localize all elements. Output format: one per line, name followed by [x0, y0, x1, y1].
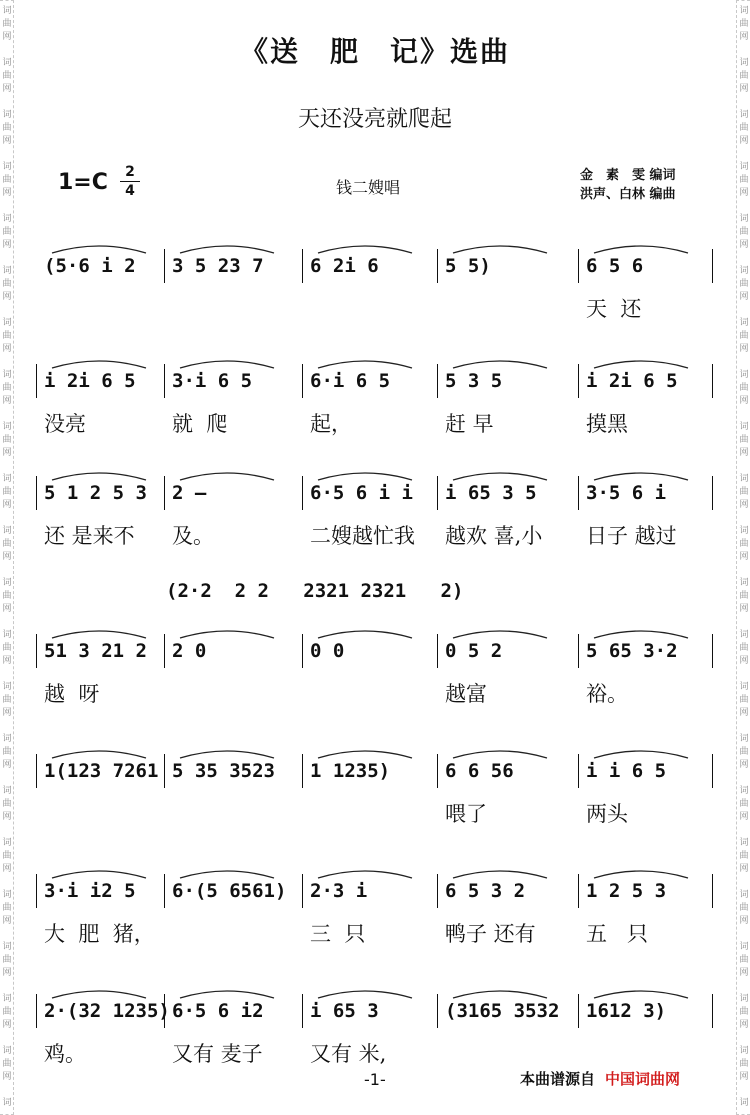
watermark-char: 曲 [2, 175, 12, 185]
key-signature: 1=C [58, 170, 108, 195]
measure-notes: i i 6 5 [586, 760, 667, 782]
watermark-char: 网 [739, 344, 749, 354]
lyric-text: 及。 [172, 524, 214, 548]
watermark-char: 词 [2, 630, 12, 640]
watermark-char: 网 [2, 760, 12, 770]
watermark-char: 词 [739, 890, 749, 900]
interlude-notation: (2·2 2 2 2321 2321 2) [166, 580, 464, 602]
slur-curve [453, 751, 547, 758]
watermark-char: 词 [2, 682, 12, 692]
watermark-char: 曲 [739, 695, 749, 705]
slur-marks [0, 468, 750, 508]
watermark-char: 网 [2, 916, 12, 926]
measure-notes: 5 65 3·2 [586, 640, 678, 662]
watermark-char: 曲 [2, 331, 12, 341]
watermark-char: 曲 [2, 695, 12, 705]
slur-curve [52, 991, 146, 998]
lyric-text: 赶 早 [445, 412, 494, 436]
watermark-char: 网 [2, 84, 12, 94]
watermark-char: 网 [2, 864, 12, 874]
staff-line [0, 255, 750, 321]
watermark-char: 曲 [739, 1007, 749, 1017]
slur-curve [52, 631, 146, 638]
lyric-text: 鸭子 还有 [445, 922, 536, 946]
time-signature-top: 2 [125, 164, 135, 180]
lyric-text: 二嫂越忙我 [310, 524, 415, 548]
watermark-char: 曲 [739, 227, 749, 237]
watermark-char: 词 [739, 526, 749, 536]
measure-notes: 3·5 6 i [586, 482, 667, 504]
page-number: -1- [364, 1070, 386, 1089]
slur-marks [0, 626, 750, 666]
watermark-char: 曲 [2, 1059, 12, 1069]
watermark-char: 词 [2, 786, 12, 796]
slur-curve [594, 361, 688, 368]
staff-line [0, 1000, 750, 1066]
watermark-char: 网 [2, 708, 12, 718]
watermark-char: 词 [2, 890, 12, 900]
slur-curve [52, 246, 146, 253]
watermark-char: 词 [2, 838, 12, 848]
watermark-char: 词 [2, 942, 12, 952]
time-signature [120, 164, 140, 199]
measure-notes: i 2i 6 5 [586, 370, 678, 392]
lyric-text: 喂了 [445, 802, 487, 826]
staff-line [0, 880, 750, 946]
slur-curve [52, 473, 146, 480]
watermark-char: 曲 [739, 175, 749, 185]
watermark-char: 网 [739, 32, 749, 42]
measure-notes: 3·i 6 5 [172, 370, 253, 392]
measure-notes: 3 5 23 7 [172, 255, 264, 277]
lyric-text: 日子 越过 [586, 524, 677, 548]
measure-notes: 5 1 2 5 3 [44, 482, 147, 504]
slur-curve [180, 871, 274, 878]
watermark-char: 曲 [2, 591, 12, 601]
watermark-char: 词 [2, 214, 12, 224]
lyric-text: 两头 [586, 802, 628, 826]
watermark-char: 网 [2, 968, 12, 978]
lyric-text: 裕。 [586, 682, 628, 706]
slur-curve [594, 751, 688, 758]
watermark-char: 曲 [739, 123, 749, 133]
watermark-char: 词 [2, 994, 12, 1004]
watermark-char: 网 [2, 136, 12, 146]
slur-curve [318, 246, 412, 253]
slur-curve [180, 246, 274, 253]
watermark-char: 词 [2, 370, 12, 380]
watermark-char: 网 [739, 812, 749, 822]
slur-curve [594, 871, 688, 878]
slur-curve [180, 473, 274, 480]
watermark-char: 网 [2, 240, 12, 250]
measure-notes: 1 2 5 3 [586, 880, 667, 902]
slur-curve [318, 991, 412, 998]
measure-notes: 5 35 3523 [172, 760, 275, 782]
watermark-char: 曲 [739, 903, 749, 913]
watermark-char: 词 [739, 318, 749, 328]
watermark-char: 词 [739, 578, 749, 588]
slur-curve [52, 751, 146, 758]
watermark-char: 网 [739, 656, 749, 666]
lyric-text: 没亮 [44, 412, 86, 436]
source-text: 本曲谱源自 [520, 1070, 596, 1088]
song-title: 天还没亮就爬起 [297, 107, 452, 132]
watermark-char: 网 [2, 448, 12, 458]
slur-curve [594, 991, 688, 998]
staff-line [0, 370, 750, 436]
measure-notes: i 2i 6 5 [44, 370, 136, 392]
watermark-char: 词 [2, 1046, 12, 1056]
slur-marks [0, 986, 750, 1026]
watermark-char: 词 [2, 110, 12, 120]
watermark-char: 曲 [739, 383, 749, 393]
watermark-char: 网 [2, 344, 12, 354]
watermark-char: 曲 [2, 643, 12, 653]
measure-notes: 1 1235) [310, 760, 391, 782]
watermark-char: 网 [739, 760, 749, 770]
slur-curve [318, 871, 412, 878]
watermark-char: 曲 [2, 227, 12, 237]
watermark-char: 词 [739, 266, 749, 276]
watermark-char: 网 [739, 864, 749, 874]
measure-notes: 0 0 [310, 640, 345, 662]
slur-curve [594, 631, 688, 638]
measure-notes: 6 5 6 [586, 255, 644, 277]
watermark-char: 词 [2, 526, 12, 536]
measure-notes: (5·6 i 2 [44, 255, 136, 277]
watermark-char: 曲 [2, 851, 12, 861]
staff-line [0, 482, 750, 548]
watermark-char: 词 [2, 578, 12, 588]
watermark-char: 曲 [2, 799, 12, 809]
watermark-char: 词 [2, 734, 12, 744]
slur-curve [453, 473, 547, 480]
slur-curve [453, 361, 547, 368]
watermark-char: 词 [739, 1098, 749, 1108]
watermark-char: 网 [2, 396, 12, 406]
watermark-char: 词 [739, 6, 749, 16]
lyric-text: 又有 麦子 [172, 1042, 263, 1066]
slur-curve [318, 473, 412, 480]
watermark-char: 曲 [2, 383, 12, 393]
lyric-text: 又有 米, [310, 1042, 387, 1066]
time-signature-bottom: 4 [125, 183, 135, 199]
measure-notes: i 65 3 [310, 1000, 379, 1022]
watermark-char: 网 [2, 500, 12, 510]
watermark-char: 网 [2, 1020, 12, 1030]
source-brand: 中国词曲网 [605, 1070, 681, 1088]
measure-notes: 6 5 3 2 [445, 880, 526, 902]
measure-notes: 0 5 2 [445, 640, 503, 662]
measure-notes: 6·5 6 i i [310, 482, 413, 504]
slur-curve [594, 246, 688, 253]
watermark-char: 网 [2, 292, 12, 302]
watermark-char: 曲 [739, 851, 749, 861]
slur-curve [318, 631, 412, 638]
slur-marks [0, 746, 750, 786]
slur-marks [0, 241, 750, 281]
watermark-char: 曲 [2, 747, 12, 757]
watermark-char: 网 [2, 1072, 12, 1082]
slur-curve [594, 473, 688, 480]
slur-curve [453, 631, 547, 638]
measure-notes: 6·5 6 i2 [172, 1000, 264, 1022]
watermark-char: 曲 [2, 487, 12, 497]
watermark-char: 曲 [2, 1007, 12, 1017]
lyric-text: 还 是来不 [44, 524, 135, 548]
lyric-text: 起， [310, 412, 352, 436]
credits [580, 166, 676, 204]
watermark-char: 网 [739, 604, 749, 614]
watermark-char: 曲 [739, 955, 749, 965]
measure-notes: i 65 3 5 [445, 482, 537, 504]
watermark-char: 网 [739, 292, 749, 302]
watermark-char: 曲 [2, 19, 12, 29]
watermark-char: 曲 [739, 1059, 749, 1069]
watermark-char: 曲 [739, 435, 749, 445]
measure-notes: 6·i 6 5 [310, 370, 391, 392]
watermark-char: 词 [739, 942, 749, 952]
slur-curve [180, 361, 274, 368]
lyric-text: 就 爬 [172, 412, 228, 436]
measure-notes: 6 2i 6 [310, 255, 379, 277]
watermark-char: 曲 [739, 487, 749, 497]
watermark-char: 曲 [2, 123, 12, 133]
lyrics-credit: 金 素 雯 编词 [580, 168, 676, 183]
watermark-char: 曲 [2, 955, 12, 965]
watermark-char: 词 [739, 110, 749, 120]
slur-curve [318, 751, 412, 758]
watermark-char: 曲 [739, 591, 749, 601]
watermark-char: 网 [739, 1072, 749, 1082]
watermark-char: 词 [739, 994, 749, 1004]
watermark-char: 词 [739, 838, 749, 848]
watermark-char: 曲 [739, 799, 749, 809]
lyric-text: 越 呀 [44, 682, 100, 706]
watermark-char: 词 [2, 266, 12, 276]
lyric-text: 大 肥 猪， [44, 922, 155, 946]
watermark-char: 词 [739, 786, 749, 796]
watermark-char: 词 [2, 58, 12, 68]
singer-label: 钱二嫂唱 [336, 178, 401, 197]
lyric-text: 越欢 喜,小 [445, 524, 543, 548]
slur-curve [318, 361, 412, 368]
left-watermark-strip [0, 0, 14, 1115]
measure-notes: 2 0 [172, 640, 207, 662]
watermark-char: 曲 [739, 279, 749, 289]
watermark-char: 网 [739, 396, 749, 406]
watermark-char: 词 [2, 318, 12, 328]
watermark-char: 网 [739, 552, 749, 562]
watermark-char: 词 [2, 422, 12, 432]
watermark-char: 词 [739, 370, 749, 380]
watermark-char: 词 [739, 58, 749, 68]
lyric-text: 三 只 [310, 922, 366, 946]
watermark-char: 网 [2, 552, 12, 562]
watermark-char: 词 [739, 682, 749, 692]
measure-notes: 6·(5 6561) [172, 880, 287, 902]
watermark-char: 曲 [2, 903, 12, 913]
watermark-char: 网 [739, 1020, 749, 1030]
right-watermark-strip [736, 0, 750, 1115]
slur-curve [453, 991, 547, 998]
watermark-char: 词 [739, 1046, 749, 1056]
lyric-text: 鸡。 [44, 1042, 86, 1066]
staff-line [0, 760, 750, 826]
watermark-char: 词 [739, 630, 749, 640]
lyric-text: 越富 [445, 682, 487, 706]
slur-curve [180, 751, 274, 758]
watermark-char: 词 [739, 474, 749, 484]
slur-curve [52, 361, 146, 368]
watermark-char: 网 [2, 32, 12, 42]
slur-marks [0, 356, 750, 396]
slur-marks [0, 866, 750, 906]
watermark-char: 词 [2, 6, 12, 16]
watermark-char: 词 [2, 1098, 12, 1108]
watermark-char: 曲 [739, 71, 749, 81]
score-title: 《送 肥 记》选曲 [239, 35, 510, 68]
measure-notes: 6 6 56 [445, 760, 514, 782]
watermark-char: 词 [739, 422, 749, 432]
staff-line [0, 640, 750, 706]
watermark-char: 网 [739, 968, 749, 978]
watermark-char: 曲 [739, 331, 749, 341]
watermark-char: 网 [2, 604, 12, 614]
measure-notes: 2 — [172, 482, 207, 504]
watermark-char: 词 [2, 474, 12, 484]
watermark-char: 曲 [2, 71, 12, 81]
watermark-char: 网 [2, 656, 12, 666]
watermark-char: 网 [2, 188, 12, 198]
measure-notes: (3165 3532 [445, 1000, 560, 1022]
measure-notes: 3·i i2 5 [44, 880, 136, 902]
slur-curve [180, 631, 274, 638]
watermark-char: 网 [739, 188, 749, 198]
slur-curve [52, 871, 146, 878]
measure-notes: 2·3 i [310, 880, 368, 902]
lyric-text: 五 只 [586, 922, 649, 946]
music-credit: 洪声、白林 编曲 [580, 187, 676, 202]
watermark-char: 曲 [739, 643, 749, 653]
lyric-text: 摸黑 [586, 412, 628, 436]
measure-notes: 5 5) [445, 255, 491, 277]
watermark-char: 曲 [2, 435, 12, 445]
measure-notes: 51 3 21 2 [44, 640, 147, 662]
measure-notes: 1(123 7261 [44, 760, 159, 782]
watermark-char: 网 [739, 136, 749, 146]
measure-notes: 5 3 5 [445, 370, 503, 392]
slur-curve [453, 246, 547, 253]
watermark-char: 网 [739, 708, 749, 718]
watermark-char: 曲 [2, 539, 12, 549]
watermark-char: 词 [2, 162, 12, 172]
watermark-char: 网 [739, 84, 749, 94]
watermark-char: 曲 [739, 539, 749, 549]
watermark-char: 词 [739, 214, 749, 224]
watermark-char: 网 [739, 448, 749, 458]
slur-curve [453, 871, 547, 878]
watermark-char: 曲 [739, 19, 749, 29]
slur-curve [180, 991, 274, 998]
measure-notes: 1612 3) [586, 1000, 667, 1022]
watermark-char: 词 [739, 162, 749, 172]
measure-notes: 2·(32 1235) [44, 1000, 170, 1022]
watermark-char: 网 [739, 500, 749, 510]
watermark-char: 词 [739, 734, 749, 744]
source-credit [520, 1068, 680, 1089]
watermark-char: 网 [739, 240, 749, 250]
watermark-char: 网 [739, 916, 749, 926]
watermark-char: 曲 [739, 747, 749, 757]
lyric-text: 天 还 [586, 297, 642, 321]
watermark-char: 网 [2, 812, 12, 822]
watermark-char: 曲 [2, 279, 12, 289]
